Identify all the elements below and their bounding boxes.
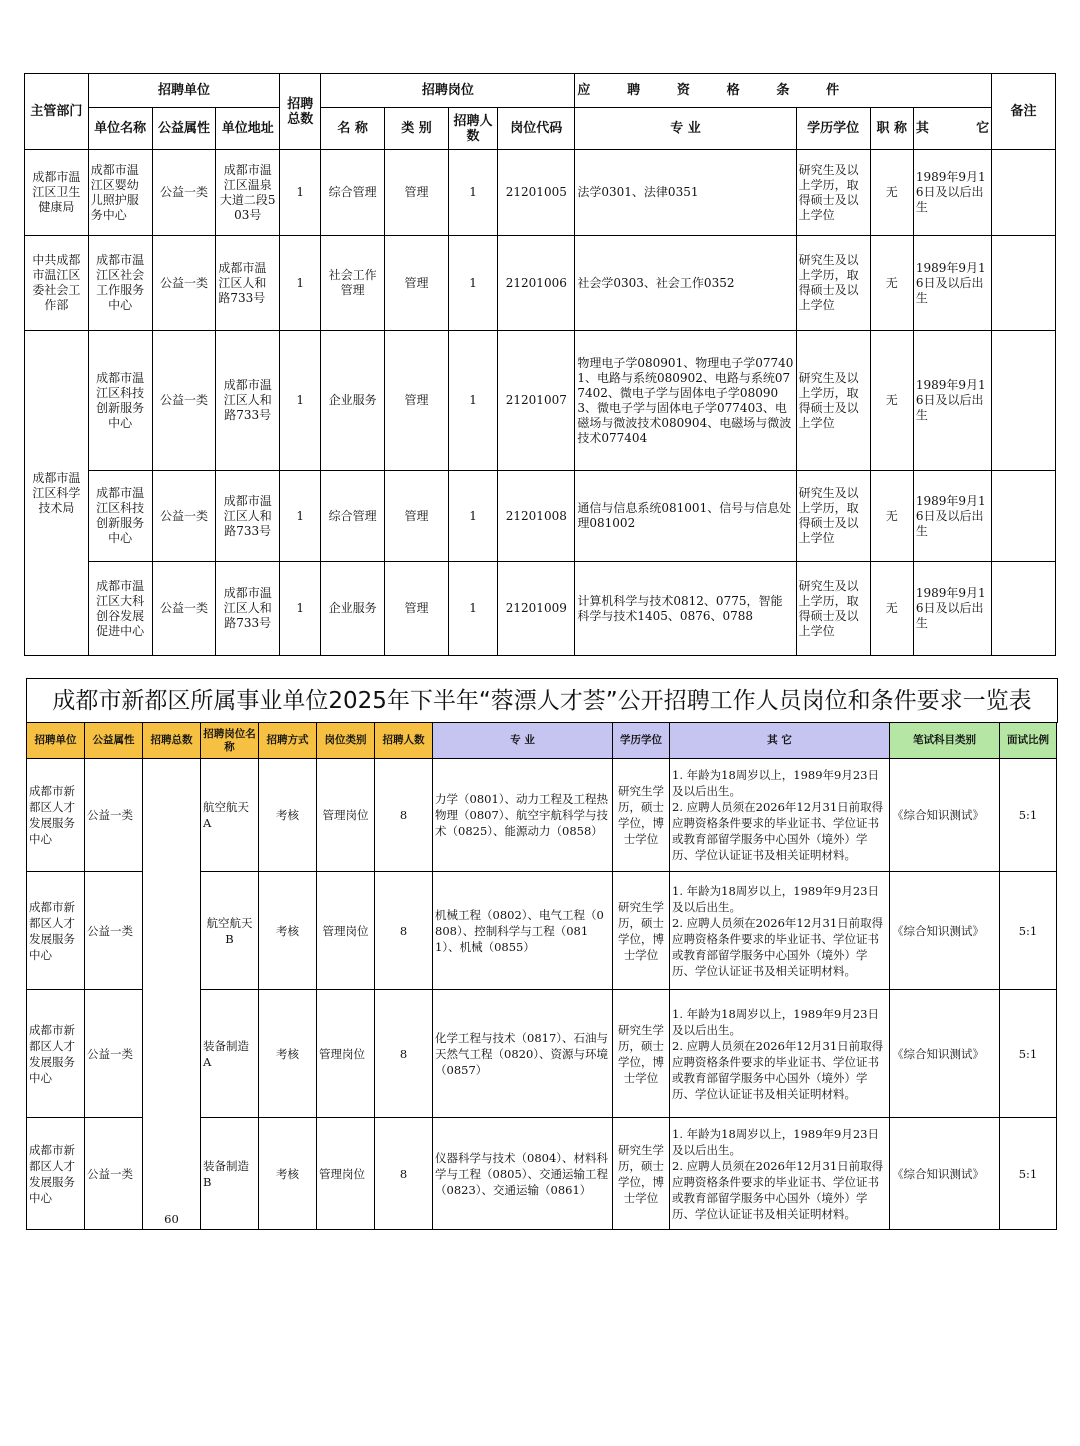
qual-char: 条 — [776, 83, 790, 98]
total-cell: 1 — [280, 471, 321, 562]
major-cell: 物理电子学080901、物理电子学077401、电路与系统080902、电路与系统077402、微电子学与固体电子学080903、微电子学与固体电子学077403、电磁场与微波技术080904、电磁场与微波技术077404 — [575, 331, 796, 471]
header-post-group: 招聘岗位 — [321, 74, 575, 108]
unit-cell: 成都市温江区大科创谷发展促进中心 — [88, 562, 152, 656]
exam-cell: 《综合知识测试》 — [890, 1118, 1000, 1230]
table-row — [25, 150, 1056, 236]
code-cell: 21201005 — [498, 150, 575, 236]
ratio-cell: 5:1 — [1000, 1118, 1057, 1230]
addr-cell: 成都市温江区人和路733号 — [216, 236, 280, 331]
header-post-name: 名 称 — [321, 108, 385, 150]
type-cell: 管理 — [385, 150, 449, 236]
other-cell: 1989年9月16日及以后出生 — [913, 150, 991, 236]
post-cell: 航空航天A — [201, 759, 259, 872]
title-cell: 无 — [870, 236, 913, 331]
dept-cell: 成都市温江区科学技术局 — [25, 331, 89, 656]
remark-cell — [992, 150, 1056, 236]
total-cell: 60 — [143, 759, 201, 1230]
count-cell: 1 — [448, 562, 497, 656]
header-method: 招聘方式 — [259, 723, 317, 759]
unit-cell: 成都市新都区人才发展服务中心 — [27, 872, 85, 990]
remark-cell — [992, 236, 1056, 331]
ratio-cell: 5:1 — [1000, 990, 1057, 1118]
header-post-code: 岗位代码 — [498, 108, 575, 150]
method-cell: 考核 — [259, 990, 317, 1118]
table-row — [25, 471, 1056, 562]
remark-cell — [992, 471, 1056, 562]
attr-cell: 公益一类 — [152, 471, 216, 562]
major-cell: 机械工程（0802）、电气工程（0808）、控制科学与工程（0811）、机械（0855） — [433, 872, 613, 990]
post-cell: 综合管理 — [321, 471, 385, 562]
count-cell: 8 — [375, 1118, 433, 1230]
type-cell: 管理 — [385, 562, 449, 656]
table-row — [25, 331, 1056, 471]
unit-cell: 成都市新都区人才发展服务中心 — [27, 1118, 85, 1230]
total-cell: 1 — [280, 331, 321, 471]
other-cell: 1989年9月16日及以后出生 — [913, 236, 991, 331]
dept-cell: 中共成都市温江区委社会工作部 — [25, 236, 89, 331]
header-other: 其 它 — [913, 108, 991, 150]
attr-cell: 公益一类 — [152, 331, 216, 471]
header-dept: 主管部门 — [25, 74, 89, 150]
qual-char: 格 — [726, 83, 740, 98]
type-cell: 管理岗位 — [317, 990, 375, 1118]
type-cell: 管理 — [385, 331, 449, 471]
post-cell: 装备制造A — [201, 990, 259, 1118]
degree-cell: 研究生学历，硕士学位，博士学位 — [613, 872, 670, 990]
method-cell: 考核 — [259, 872, 317, 990]
attr-cell: 公益一类 — [85, 1118, 143, 1230]
table-row — [25, 236, 1056, 331]
header-other: 其 它 — [670, 723, 890, 759]
other-cell: 1. 年龄为18周岁以上，1989年9月23日及以后出生。 2. 应聘人员须在2026年12月31日前取得应聘资格条件要求的毕业证书、学位证书或教育部留学服务中心国外（境外）学历、学位认证证书及相关证明材料。 — [670, 872, 890, 990]
type-cell: 管理 — [385, 471, 449, 562]
header-post-type: 类 别 — [385, 108, 449, 150]
unit-cell: 成都市新都区人才发展服务中心 — [27, 990, 85, 1118]
addr-cell: 成都市温江区人和路733号 — [216, 331, 280, 471]
title-cell: 无 — [870, 562, 913, 656]
attr-cell: 公益一类 — [152, 562, 216, 656]
attr-cell: 公益一类 — [152, 236, 216, 331]
header-total: 招聘总数 — [143, 723, 201, 759]
unit-cell: 成都市温江区科技创新服务中心 — [88, 471, 152, 562]
other-cell: 1. 年龄为18周岁以上，1989年9月23日及以后出生。 2. 应聘人员须在2026年12月31日前取得应聘资格条件要求的毕业证书、学位证书或教育部留学服务中心国外（境外）学历、学位认证证书及相关证明材料。 — [670, 1118, 890, 1230]
degree-cell: 研究生学历，硕士学位，博士学位 — [613, 1118, 670, 1230]
post-cell: 装备制造B — [201, 1118, 259, 1230]
post-cell: 企业服务 — [321, 331, 385, 471]
ratio-cell: 5:1 — [1000, 872, 1057, 990]
type-cell: 管理岗位 — [317, 759, 375, 872]
header-title: 职 称 — [870, 108, 913, 150]
type-cell: 管理 — [385, 236, 449, 331]
code-cell: 21201009 — [498, 562, 575, 656]
method-cell: 考核 — [259, 759, 317, 872]
addr-cell: 成都市温江区人和路733号 — [216, 562, 280, 656]
type-cell: 管理岗位 — [317, 1118, 375, 1230]
header-unit: 招聘单位 — [27, 723, 85, 759]
attr-cell: 公益一类 — [152, 150, 216, 236]
exam-cell: 《综合知识测试》 — [890, 872, 1000, 990]
total-cell: 1 — [280, 562, 321, 656]
degree-cell: 研究生及以上学历，取得硕士及以上学位 — [796, 471, 870, 562]
header-unit-name: 单位名称 — [88, 108, 152, 150]
title-cell: 无 — [870, 150, 913, 236]
title-cell: 无 — [870, 331, 913, 471]
post-cell: 社会工作管理 — [321, 236, 385, 331]
header-unit-addr: 单位地址 — [216, 108, 280, 150]
remark-cell — [992, 562, 1056, 656]
major-cell: 力学（0801）、动力工程及工程热物理（0807）、航空宇航科学与技术（0825）、能源动力（0858） — [433, 759, 613, 872]
unit-cell: 成都市温江区社会工作服务中心 — [88, 236, 152, 331]
major-cell: 通信与信息系统081001、信号与信息处理081002 — [575, 471, 796, 562]
header-exam: 笔试科目类别 — [890, 723, 1000, 759]
degree-cell: 研究生及以上学历，取得硕士及以上学位 — [796, 236, 870, 331]
other-cell: 1. 年龄为18周岁以上，1989年9月23日及以后出生。 2. 应聘人员须在2026年12月31日前取得应聘资格条件要求的毕业证书、学位证书或教育部留学服务中心国外（境外）学历、学位认证证书及相关证明材料。 — [670, 990, 890, 1118]
code-cell: 21201006 — [498, 236, 575, 331]
header-ratio: 面试比例 — [1000, 723, 1057, 759]
header-major: 专 业 — [433, 723, 613, 759]
code-cell: 21201008 — [498, 471, 575, 562]
qual-char: 资 — [676, 83, 690, 98]
attr-cell: 公益一类 — [85, 872, 143, 990]
qual-char: 聘 — [627, 83, 641, 98]
header-total: 招聘总数 — [280, 74, 321, 150]
major-cell: 计算机科学与技术0812、0775，智能科学与技术1405、0876、0788 — [575, 562, 796, 656]
header-degree: 学历学位 — [613, 723, 670, 759]
xindu-recruitment-table — [26, 722, 1057, 1230]
qual-char: 件 — [826, 83, 840, 98]
title-cell: 无 — [870, 471, 913, 562]
exam-cell: 《综合知识测试》 — [890, 759, 1000, 872]
exam-cell: 《综合知识测试》 — [890, 990, 1000, 1118]
degree-cell: 研究生及以上学历，取得硕士及以上学位 — [796, 331, 870, 471]
wenjiang-recruitment-table — [24, 73, 1056, 656]
type-cell: 管理岗位 — [317, 872, 375, 990]
header-count: 招聘人数 — [375, 723, 433, 759]
method-cell: 考核 — [259, 1118, 317, 1230]
header-post-type: 岗位类别 — [317, 723, 375, 759]
attr-cell: 公益一类 — [85, 759, 143, 872]
count-cell: 8 — [375, 990, 433, 1118]
degree-cell: 研究生学历，硕士学位，博士学位 — [613, 759, 670, 872]
header-post-name: 招聘岗位名称 — [201, 723, 259, 759]
unit-cell: 成都市新都区人才发展服务中心 — [27, 759, 85, 872]
major-cell: 仪器科学与技术（0804）、材料科学与工程（0805）、交通运输工程（0823）、交通运输（0861） — [433, 1118, 613, 1230]
header-major: 专 业 — [575, 108, 796, 150]
degree-cell: 研究生学历，硕士学位，博士学位 — [613, 990, 670, 1118]
dept-cell: 成都市温江区卫生健康局 — [25, 150, 89, 236]
count-cell: 1 — [448, 236, 497, 331]
other-cell: 1989年9月16日及以后出生 — [913, 562, 991, 656]
ratio-cell: 5:1 — [1000, 759, 1057, 872]
table-row — [25, 562, 1056, 656]
other-cell: 1989年9月16日及以后出生 — [913, 471, 991, 562]
count-cell: 8 — [375, 872, 433, 990]
degree-cell: 研究生及以上学历，取得硕士及以上学位 — [796, 562, 870, 656]
qual-char: 应 — [577, 83, 591, 98]
code-cell: 21201007 — [498, 331, 575, 471]
count-cell: 1 — [448, 150, 497, 236]
table-row — [27, 759, 1057, 872]
major-cell: 化学工程与技术（0817）、石油与天然气工程（0820）、资源与环境（0857） — [433, 990, 613, 1118]
addr-cell: 成都市温江区人和路733号 — [216, 471, 280, 562]
addr-cell: 成都市温江区温泉大道二段503号 — [216, 150, 280, 236]
header-attr: 公益属性 — [85, 723, 143, 759]
attr-cell: 公益一类 — [85, 990, 143, 1118]
header-qual-group — [575, 74, 992, 108]
degree-cell: 研究生及以上学历，取得硕士及以上学位 — [796, 150, 870, 236]
total-cell: 1 — [280, 150, 321, 236]
header-unit-attr: 公益属性 — [152, 108, 216, 150]
count-cell: 1 — [448, 471, 497, 562]
header-post-count: 招聘人数 — [448, 108, 497, 150]
unit-cell: 成都市温江区科技创新服务中心 — [88, 331, 152, 471]
header-degree: 学历学位 — [796, 108, 870, 150]
count-cell: 1 — [448, 331, 497, 471]
header-unit-group: 招聘单位 — [88, 74, 279, 108]
major-cell: 法学0301、法律0351 — [575, 150, 796, 236]
total-cell: 1 — [280, 236, 321, 331]
xindu-table-title: 成都市新都区所属事业单位2025年下半年“蓉漂人才荟”公开招聘工作人员岗位和条件要求一览表 — [26, 678, 1058, 723]
post-cell: 航空航天B — [201, 872, 259, 990]
remark-cell — [992, 331, 1056, 471]
post-cell: 企业服务 — [321, 562, 385, 656]
header-remark: 备注 — [992, 74, 1056, 150]
other-cell: 1. 年龄为18周岁以上，1989年9月23日及以后出生。 2. 应聘人员须在2026年12月31日前取得应聘资格条件要求的毕业证书、学位证书或教育部留学服务中心国外（境外）学历、学位认证证书及相关证明材料。 — [670, 759, 890, 872]
unit-cell: 成都市温江区婴幼儿照护服务中心 — [88, 150, 152, 236]
other-cell: 1989年9月16日及以后出生 — [913, 331, 991, 471]
count-cell: 8 — [375, 759, 433, 872]
post-cell: 综合管理 — [321, 150, 385, 236]
major-cell: 社会学0303、社会工作0352 — [575, 236, 796, 331]
